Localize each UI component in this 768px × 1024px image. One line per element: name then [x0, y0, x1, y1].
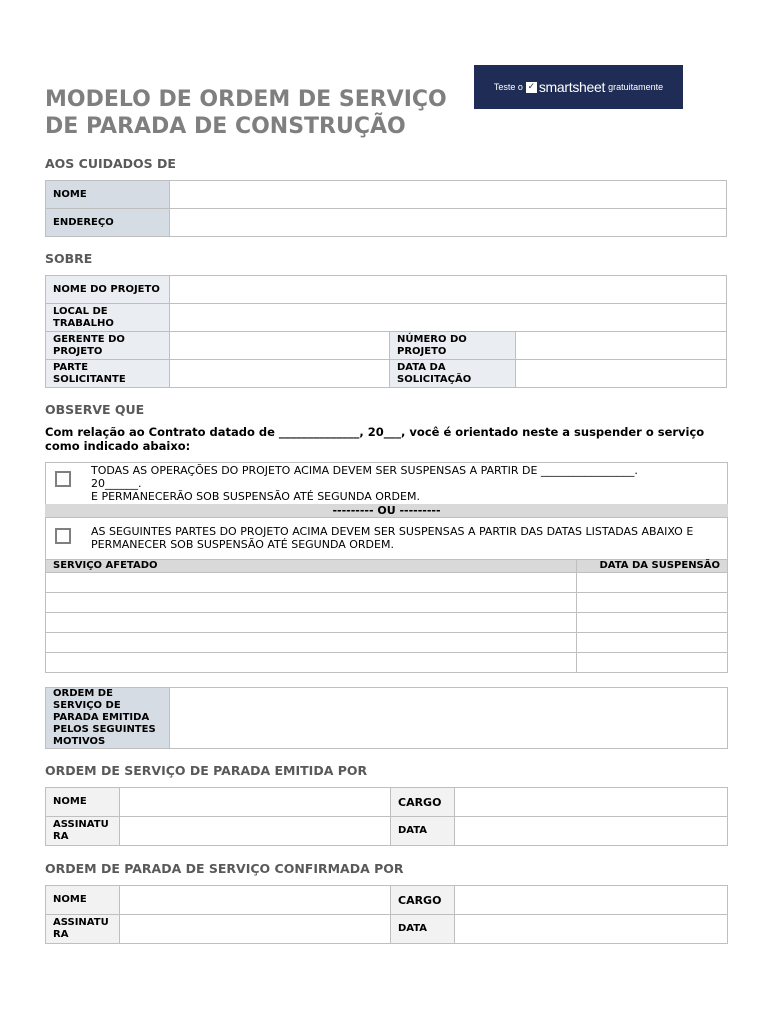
col-data-header: DATA DA SUSPENSÃO — [577, 560, 728, 573]
nome-label: NOME — [46, 181, 170, 209]
option1-text — [91, 464, 638, 503]
confirmada-cargo-field[interactable] — [455, 886, 728, 915]
confirmada-heading: ORDEM DE PARADA DE SERVIÇO CONFIRMADA POR — [45, 861, 404, 876]
option2-text: AS SEGUINTES PARTES DO PROJETO ACIMA DEVEM SER SUSPENSAS A PARTIR DAS DATAS LISTADAS ABAIXO E PERMANECER SOB SUSPENSÃO ATÉ SEGUNDA ORDEM. — [91, 525, 694, 551]
servico-cell[interactable] — [46, 573, 577, 593]
smartsheet-banner[interactable] — [474, 65, 683, 109]
sobre-table — [45, 275, 727, 388]
emitida-data-label: DATA — [391, 817, 455, 846]
confirmada-assinatura-field[interactable] — [120, 915, 391, 944]
parte-solicitante-field[interactable] — [170, 360, 390, 388]
page-title-line1: MODELO DE ORDEM DE SERVIÇO — [45, 87, 447, 112]
data-cell[interactable] — [577, 573, 728, 593]
ou-divider: --------- OU --------- — [45, 504, 728, 517]
data-cell[interactable] — [577, 613, 728, 633]
nome-projeto-field[interactable] — [170, 276, 727, 304]
data-cell[interactable] — [577, 653, 728, 673]
motivos-field[interactable] — [170, 688, 728, 749]
gerente-projeto-label: GERENTE DO PROJETO — [46, 332, 170, 360]
data-cell[interactable] — [577, 593, 728, 613]
parte-solicitante-label: PARTE SOLICITANTE — [46, 360, 170, 388]
confirmada-data-field[interactable] — [455, 915, 728, 944]
emitida-nome-field[interactable] — [120, 788, 391, 817]
emitida-assinatura-field[interactable] — [120, 817, 391, 846]
option1-box — [45, 462, 728, 505]
confirmada-assinatura-label: ASSINATURA — [46, 915, 120, 944]
option1-checkbox[interactable] — [55, 471, 71, 487]
servico-cell[interactable] — [46, 613, 577, 633]
intro-text: Com relação ao Contrato datado de ______________, 20___, você é orientado neste a suspender o serviço como indicado abaixo: — [45, 425, 705, 453]
option2-box — [45, 517, 728, 560]
confirmada-table — [45, 885, 728, 944]
confirmada-nome-label: NOME — [46, 886, 120, 915]
nome-field[interactable] — [170, 181, 727, 209]
nome-projeto-label: NOME DO PROJETO — [46, 276, 170, 304]
aos-cuidados-heading: AOS CUIDADOS DE — [45, 156, 176, 171]
servicos-table — [45, 559, 728, 673]
banner-brand-text: smartsheet — [538, 79, 606, 95]
option1-line1: TODAS AS OPERAÇÕES DO PROJETO ACIMA DEVEM SER SUSPENSAS A PARTIR DE _________________. — [91, 464, 638, 477]
confirmada-data-label: DATA — [391, 915, 455, 944]
col-servico-header: SERVIÇO AFETADO — [46, 560, 577, 573]
table-row — [46, 573, 728, 593]
local-trabalho-label: LOCAL DE TRABALHO — [46, 304, 170, 332]
emitida-heading: ORDEM DE SERVIÇO DE PARADA EMITIDA POR — [45, 763, 368, 778]
emitida-data-field[interactable] — [455, 817, 728, 846]
banner-post-text: gratuitamente — [608, 82, 664, 92]
data-solicitacao-field[interactable] — [516, 360, 727, 388]
sobre-heading: SOBRE — [45, 251, 93, 266]
local-trabalho-field[interactable] — [170, 304, 727, 332]
table-row — [46, 633, 728, 653]
numero-projeto-field[interactable] — [516, 332, 727, 360]
confirmada-cargo-label: CARGO — [391, 886, 455, 915]
option1-line2: 20______. — [91, 477, 142, 490]
page-title — [45, 86, 475, 140]
page-title-line2: DE PARADA DE CONSTRUÇÃO — [45, 114, 406, 139]
data-solicitacao-label: DATA DA SOLICITAÇÃO — [390, 360, 516, 388]
emitida-assinatura-label: ASSINATURA — [46, 817, 120, 846]
banner-pre-text: Teste o — [493, 82, 523, 92]
table-row — [46, 613, 728, 633]
gerente-projeto-field[interactable] — [170, 332, 390, 360]
servico-cell[interactable] — [46, 633, 577, 653]
observe-heading: OBSERVE QUE — [45, 402, 145, 417]
emitida-nome-label: NOME — [46, 788, 120, 817]
servico-cell[interactable] — [46, 653, 577, 673]
motivos-label: ORDEM DE SERVIÇO DE PARADA EMITIDA PELOS SEGUINTES MOTIVOS — [46, 688, 170, 749]
option2-checkbox[interactable] — [55, 528, 71, 544]
aos-cuidados-table — [45, 180, 727, 237]
emitida-cargo-label: CARGO — [391, 788, 455, 817]
data-cell[interactable] — [577, 633, 728, 653]
endereco-label: ENDEREÇO — [46, 209, 170, 237]
emitida-table — [45, 787, 728, 846]
endereco-field[interactable] — [170, 209, 727, 237]
numero-projeto-label: NÚMERO DO PROJETO — [390, 332, 516, 360]
table-row — [46, 653, 728, 673]
motivos-table — [45, 687, 728, 749]
servico-cell[interactable] — [46, 593, 577, 613]
table-row — [46, 593, 728, 613]
option1-line3: E PERMANECERÃO SOB SUSPENSÃO ATÉ SEGUNDA ORDEM. — [91, 490, 420, 503]
smartsheet-logo-icon: ✓ — [527, 81, 536, 92]
emitida-cargo-field[interactable] — [455, 788, 728, 817]
confirmada-nome-field[interactable] — [120, 886, 391, 915]
